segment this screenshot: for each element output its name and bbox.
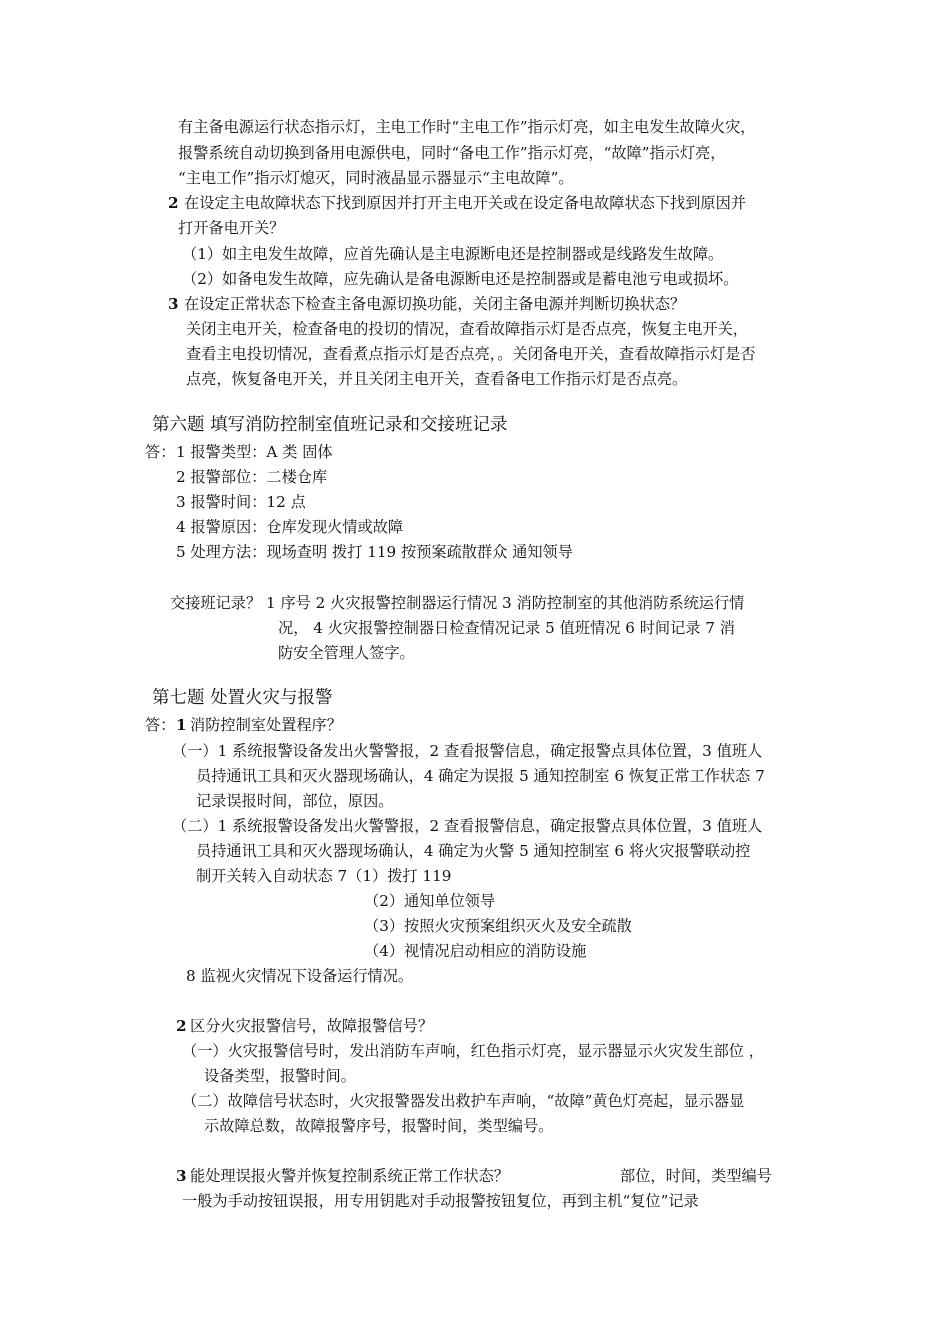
record-item: 3 报警时间：12 点	[176, 493, 306, 511]
procedure-line: 制开关转入自动状态 7（1）拨打 119	[196, 867, 452, 885]
section-title: 第七题 处置火灾与报警	[152, 688, 333, 708]
record-item: 2 报警部位：二楼仓库	[176, 468, 328, 486]
question-number: 3	[176, 1167, 187, 1185]
answer-line: 点亮，恢复备电开关，并且关闭主电开关，查看备电工作指示灯是否点亮。	[186, 370, 688, 388]
paragraph-line: 有主备电源运行状态指示灯，主电工作时“主电工作”指示灯亮，如主电发生故障火灾，	[178, 118, 756, 136]
procedure-line: 8 监视火灾情况下设备运行情况。	[186, 967, 414, 985]
question-number: 1	[176, 716, 187, 734]
procedure-line: （二）1 系统报警设备发出火警警报，2 查看报警信息，确定报警点具体位置，3 值班人	[172, 817, 763, 835]
question-text: 区分火灾报警信号，故障报警信号？	[190, 1017, 433, 1035]
answer-prefix: 答：	[145, 443, 176, 461]
question-text: 在设定主电故障状态下找到原因并打开主电开关或在设定备电故障状态下找到原因并	[184, 194, 746, 212]
procedure-line: 记录误报时间，部位，原因。	[196, 792, 394, 810]
question-number: 2	[176, 1017, 187, 1035]
answer-note: 部位，时间，类型编号	[620, 1167, 772, 1185]
handover-line: 交接班记录？ 1 序号 2 火灾报警控制器运行情况 3 消防控制室的其他消防系统运行情	[170, 594, 745, 612]
procedure-line: 员持通讯工具和灭火器现场确认，4 确定为误报 5 通知控制室 6 恢复正常工作状态 7	[196, 767, 765, 785]
answer-item: （2）如备电发生故障，应先确认是备电源断电还是控制器或是蓄电池亏电或损坏。	[182, 270, 739, 288]
section-title: 第六题 填写消防控制室值班记录和交接班记录	[152, 415, 508, 435]
question-text: 在设定正常状态下检查主备电源切换功能，关闭主备电源并判断切换状态？	[184, 295, 686, 313]
handover-line: 防安全管理人签字。	[278, 644, 415, 662]
record-item: 5 处理方法：现场查明 拨打 119 按预案疏散群众 通知领导	[176, 543, 573, 561]
answer-line: 一般为手动按钮误报，用专用钥匙对手动报警按钮复位，再到主机“复位”记录	[182, 1192, 699, 1210]
record-item: 1 报警类型：A 类 固体	[176, 443, 333, 461]
answer-line: （一）火灾报警信号时，发出消防车声响，红色指示灯亮，显示器显示火灾发生部位 ，	[182, 1042, 764, 1060]
answer-item: （1）如主电发生故障，应首先确认是主电源断电还是控制器或是线路发生故障。	[182, 245, 724, 263]
answer-line: 设备类型，报警时间。	[204, 1067, 356, 1085]
paragraph-line: “主电工作”指示灯熄灭，同时液晶显示器显示“主电故障”。	[178, 169, 574, 187]
question-number: 2	[168, 194, 179, 212]
answer-line: （二）故障信号状态时，火灾报警器发出救护车声响，“故障”黄色灯亮起，显示器显	[182, 1092, 745, 1110]
answer-prefix: 答：	[145, 716, 176, 734]
procedure-subitem: （3）按照火灾预案组织灭火及安全疏散	[364, 917, 632, 935]
question-text: 消防控制室处置程序？	[190, 716, 342, 734]
record-item: 4 报警原因：仓库发现火情或故障	[176, 518, 404, 536]
handover-line: 况， 4 火灾报警控制器日检查情况记录 5 值班情况 6 时间记录 7 消	[278, 619, 735, 637]
answer-line: 示故障总数，故障报警序号，报警时间，类型编号。	[204, 1117, 554, 1135]
question-text: 能处理误报火警并恢复控制系统正常工作状态？	[190, 1167, 509, 1185]
question-text: 打开备电开关？	[178, 219, 285, 237]
answer-line: 查看主电投切情况，查看煮点指示灯是否点亮，。关闭备电开关，查看故障指示灯是否	[186, 345, 756, 363]
answer-line: 关闭主电开关，检查备电的投切的情况，查看故障指示灯是否点亮，恢复主电开关，	[186, 320, 748, 338]
procedure-subitem: （2）通知单位领导	[364, 892, 496, 910]
question-number: 3	[168, 295, 179, 313]
procedure-subitem: （4）视情况启动相应的消防设施	[364, 942, 587, 960]
procedure-line: （一）1 系统报警设备发出火警警报，2 查看报警信息，确定报警点具体位置，3 值班人	[172, 742, 763, 760]
procedure-line: 员持通讯工具和灭火器现场确认，4 确定为火警 5 通知控制室 6 将火灾报警联动控	[196, 842, 751, 860]
paragraph-line: 报警系统自动切换到备用电源供电，同时“备电工作”指示灯亮，“故障”指示灯亮，	[178, 144, 726, 162]
